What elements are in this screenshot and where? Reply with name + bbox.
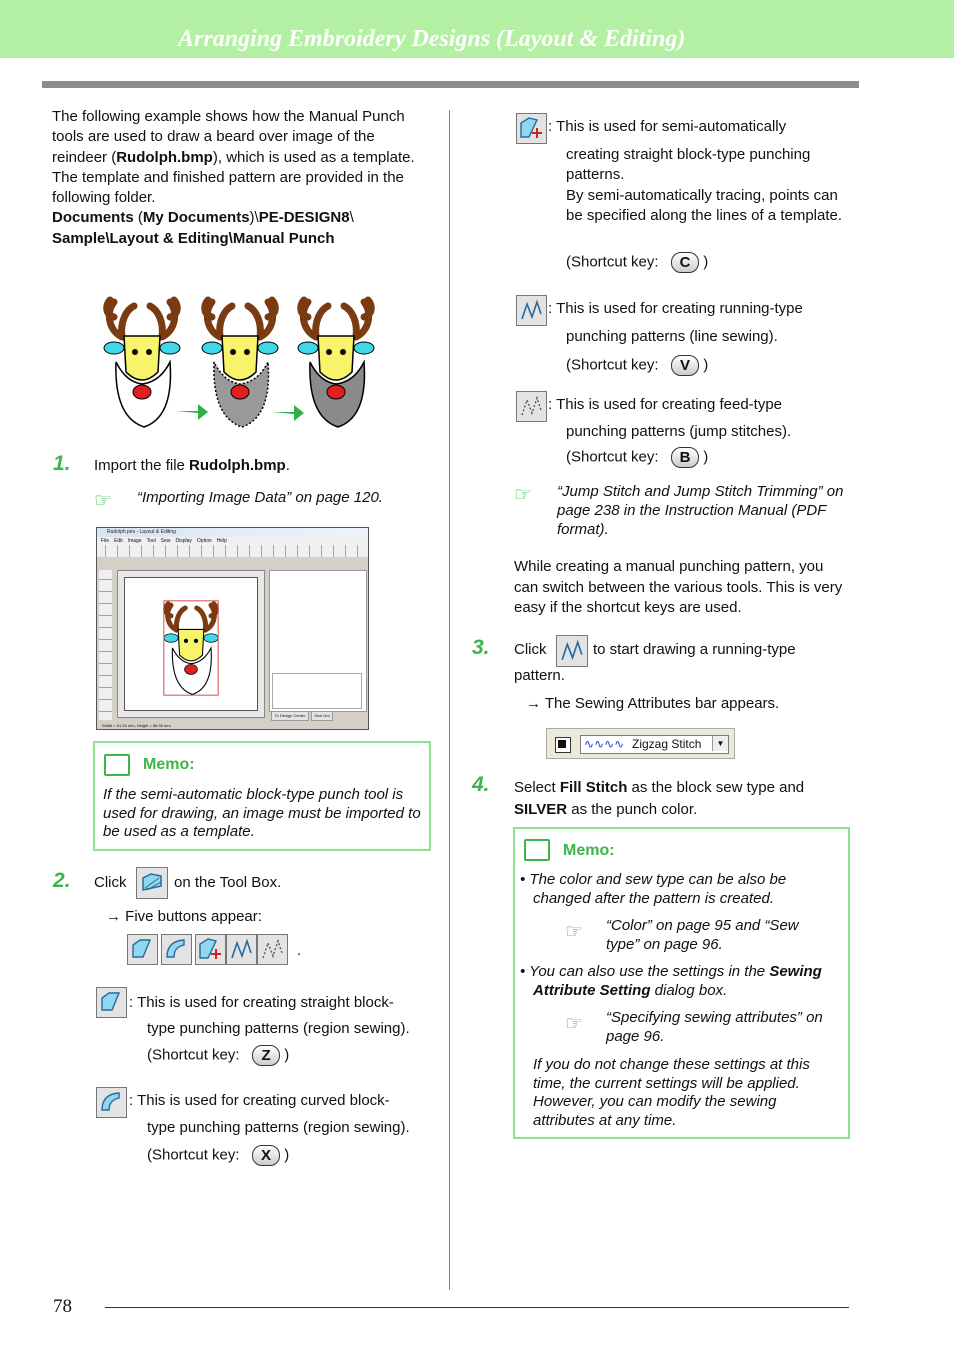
tool-c-desc-1: : This is used for semi-automatically bbox=[548, 118, 787, 135]
step-3-result: → The Sewing Attributes bar appears. bbox=[526, 695, 780, 712]
tool-box bbox=[99, 570, 112, 720]
column-divider bbox=[449, 110, 450, 1290]
tool-v-desc-2: punching patterns (line sewing). bbox=[566, 328, 778, 345]
reference-hand-icon: ☞ bbox=[514, 484, 532, 506]
step-4-text bbox=[514, 777, 850, 821]
tool-c-desc-3: By semi-automatically tracing, points can be specified along the lines of a template. bbox=[566, 187, 843, 224]
path-part: )\ bbox=[249, 209, 259, 227]
menu-display[interactable]: Display bbox=[175, 538, 192, 544]
reindeer-illustration bbox=[100, 292, 390, 432]
intro-section bbox=[52, 107, 432, 249]
running-punch-icon[interactable] bbox=[226, 934, 257, 965]
running-punch-icon bbox=[516, 295, 547, 326]
tool-b-shortcut: (Shortcut key: B ) bbox=[566, 448, 709, 466]
tool-v-shortcut: (Shortcut key: V ) bbox=[566, 356, 709, 374]
tool-v-desc-1: : This is used for creating running-type bbox=[548, 300, 803, 317]
design-canvas bbox=[117, 570, 265, 718]
memo-2-reference-2[interactable]: “Specifying sewing attributes” on page 96. bbox=[606, 1009, 823, 1045]
semi-auto-block-punch-icon bbox=[516, 113, 547, 144]
step-3-number: 3. bbox=[472, 636, 490, 659]
memo-2-title: Memo: bbox=[563, 842, 615, 859]
path-part: \ bbox=[349, 209, 354, 227]
shortcut-key-v: V bbox=[671, 355, 699, 376]
feed-punch-icon[interactable] bbox=[257, 934, 288, 965]
to-design-center-button[interactable]: To Design Center bbox=[271, 711, 309, 721]
folder-path bbox=[52, 208, 432, 249]
menu-bar bbox=[97, 537, 368, 545]
footer-rule bbox=[105, 1307, 849, 1308]
reference-hand-icon: ☞ bbox=[565, 1013, 583, 1035]
path-part: Documents bbox=[52, 209, 134, 227]
shortcut-key-x: X bbox=[252, 1145, 280, 1166]
page-title: Arranging Embroidery Designs (Layout & Editing) bbox=[178, 26, 686, 52]
menu-image[interactable]: Image bbox=[127, 538, 142, 544]
step-3-click-label: Click bbox=[514, 641, 547, 658]
path-part: Sample\Layout & Editing\Manual Punch bbox=[52, 229, 335, 247]
tool-b-desc-1: : This is used for creating feed-type bbox=[548, 396, 783, 413]
bullet-2-text: • You can also use the settings in the bbox=[520, 963, 770, 980]
sewing-attributes-bar bbox=[546, 728, 735, 759]
tool-z-desc-1: : This is used for creating straight block- bbox=[129, 994, 394, 1011]
sew-type-select[interactable] bbox=[580, 735, 729, 754]
menu-sew[interactable]: Sew bbox=[160, 538, 171, 544]
step-1-filename: Rudolph.bmp bbox=[189, 457, 286, 474]
tool-b-desc-2: punching patterns (jump stitches). bbox=[566, 423, 792, 440]
running-punch-icon[interactable] bbox=[556, 635, 588, 667]
menu-edit[interactable]: Edit bbox=[114, 538, 123, 544]
menu-file[interactable]: File bbox=[101, 538, 110, 544]
shortcut-label: (Shortcut key: bbox=[566, 448, 659, 466]
straight-block-punch-icon[interactable] bbox=[127, 934, 158, 965]
design-page bbox=[124, 577, 258, 711]
step-1-text bbox=[94, 456, 290, 476]
step-2-result: → Five buttons appear: bbox=[106, 908, 262, 925]
memo-book-icon bbox=[524, 839, 550, 861]
tool-x-desc-2: type punching patterns (region sewing). bbox=[147, 1119, 410, 1136]
path-part: ( bbox=[133, 209, 143, 227]
memo-book-icon bbox=[104, 754, 130, 776]
memo-2-reference-1[interactable]: “Color” on page 95 and “Sew type” on page 96. bbox=[606, 917, 799, 953]
canvas-reindeer-template bbox=[159, 598, 223, 698]
app-window-screenshot bbox=[96, 527, 369, 730]
feed-punch-icon bbox=[516, 391, 547, 422]
intro-text: ), which is used as a template. bbox=[212, 148, 415, 166]
tool-z-shortcut: (Shortcut key: Z ) bbox=[147, 1046, 290, 1064]
status-bar: Width = 61.20 mm, Height = 88.90 mm bbox=[102, 723, 171, 728]
shortcut-label: (Shortcut key: bbox=[147, 1046, 240, 1064]
semi-auto-block-punch-icon[interactable] bbox=[195, 934, 226, 965]
tool-z-desc-2: type punching patterns (region sewing). bbox=[147, 1020, 410, 1037]
side-panel bbox=[269, 570, 367, 712]
step-2-click-label: Click bbox=[94, 874, 127, 891]
jump-stitch-reference[interactable]: “Jump Stitch and Jump Stitch Trimming” on page 238 in the Instruction Manual (PDF format). bbox=[557, 483, 844, 538]
intro-text: The following example shows how the Manual Punch tools are used to draw a beard over image of the reindeer ( bbox=[52, 108, 405, 166]
path-part: PE-DESIGN8 bbox=[258, 209, 350, 227]
step-1-reference[interactable]: “Importing Image Data” on page 120. bbox=[137, 489, 383, 506]
memo-1-title: Memo: bbox=[143, 756, 195, 773]
toolbar bbox=[97, 545, 368, 557]
five-buttons-row bbox=[127, 934, 288, 965]
shortcut-key-c: C bbox=[671, 252, 699, 273]
step-1-period: . bbox=[285, 457, 290, 474]
shortcut-key-b: B bbox=[671, 447, 699, 468]
memo-box-1 bbox=[93, 741, 431, 851]
tool-x-shortcut: (Shortcut key: X ) bbox=[147, 1146, 290, 1164]
memo-2-bullet-2 bbox=[520, 963, 848, 1000]
switch-tools-paragraph: While creating a manual punching pattern, you can switch between the various tools. This is very easy if the shortcut keys are used. bbox=[514, 558, 843, 616]
step-3-text: to start drawing a running-type bbox=[593, 641, 796, 658]
step-2-text: on the Tool Box. bbox=[174, 874, 282, 891]
menu-help[interactable]: Help bbox=[216, 538, 227, 544]
tool-c-shortcut: (Shortcut key: C ) bbox=[566, 253, 709, 271]
curved-block-punch-icon[interactable] bbox=[161, 934, 192, 965]
step-4-number: 4. bbox=[472, 773, 490, 796]
step-4-silver: SILVER bbox=[514, 801, 568, 818]
intro-filename: Rudolph.bmp bbox=[116, 148, 213, 166]
sew-order-button[interactable]: Sew Ord bbox=[311, 711, 333, 721]
menu-tool[interactable]: Tool bbox=[146, 538, 156, 544]
page-number: 78 bbox=[53, 1296, 72, 1317]
memo-2-note: If you do not change these settings at this time, the current settings will be applied. However, you can modify the sewing attributes at any time. bbox=[533, 1056, 810, 1129]
shortcut-label: (Shortcut key: bbox=[566, 253, 659, 271]
color-swatch-button[interactable] bbox=[555, 737, 571, 753]
step-4-part: Select bbox=[514, 779, 560, 796]
memo-2-bullet-1: • The color and sew type can be also be changed after the pattern is created. bbox=[520, 871, 787, 907]
memo-1-text: If the semi-automatic block-type punch tool is used for drawing, an image must be imported to be used as a template. bbox=[103, 786, 421, 840]
intro-paragraph-1 bbox=[52, 107, 432, 168]
buttons-period: . bbox=[297, 942, 302, 959]
reference-hand-icon: ☞ bbox=[94, 490, 112, 512]
tool-x-desc-1: : This is used for creating curved block- bbox=[129, 1092, 390, 1109]
shortcut-label: (Shortcut key: bbox=[566, 356, 659, 374]
step-1-label: Import the file bbox=[94, 457, 190, 474]
tool-c-desc-2: creating straight block-type punching patterns. bbox=[566, 146, 811, 183]
step-3-text-line2: pattern. bbox=[514, 667, 565, 684]
window-title-bar: Rudolph.pes - Layout & Editing bbox=[97, 528, 368, 537]
menu-option[interactable]: Option bbox=[196, 538, 212, 544]
step-2-number: 2. bbox=[53, 869, 71, 892]
preview-box bbox=[272, 673, 362, 709]
bullet-2-dialog-name: Sewing Attribute Setting bbox=[533, 963, 822, 999]
step-1-number: 1. bbox=[53, 452, 71, 475]
manual-punch-tool-icon[interactable] bbox=[136, 867, 168, 899]
curved-block-punch-icon bbox=[96, 1087, 127, 1118]
path-part: My Documents bbox=[142, 209, 250, 227]
straight-block-punch-icon bbox=[96, 987, 127, 1018]
shortcut-label: (Shortcut key: bbox=[147, 1146, 240, 1164]
zigzag-icon: ∿∿∿∿ bbox=[584, 737, 625, 751]
sew-type-value: Zigzag Stitch bbox=[632, 737, 702, 751]
step-4-fill-stitch: Fill Stitch bbox=[559, 779, 628, 796]
step-4-part: as the block sew type and bbox=[627, 779, 805, 796]
bullet-2-text: dialog box. bbox=[650, 981, 728, 999]
chevron-down-icon[interactable]: ▼ bbox=[712, 736, 728, 751]
memo-box-2 bbox=[513, 827, 850, 1139]
header-rule bbox=[42, 81, 859, 88]
reference-hand-icon: ☞ bbox=[565, 921, 583, 943]
intro-paragraph-2: The template and finished pattern are provided in the following folder. bbox=[52, 168, 404, 207]
step-4-part: as the punch color. bbox=[567, 801, 698, 818]
shortcut-key-z: Z bbox=[252, 1045, 280, 1066]
